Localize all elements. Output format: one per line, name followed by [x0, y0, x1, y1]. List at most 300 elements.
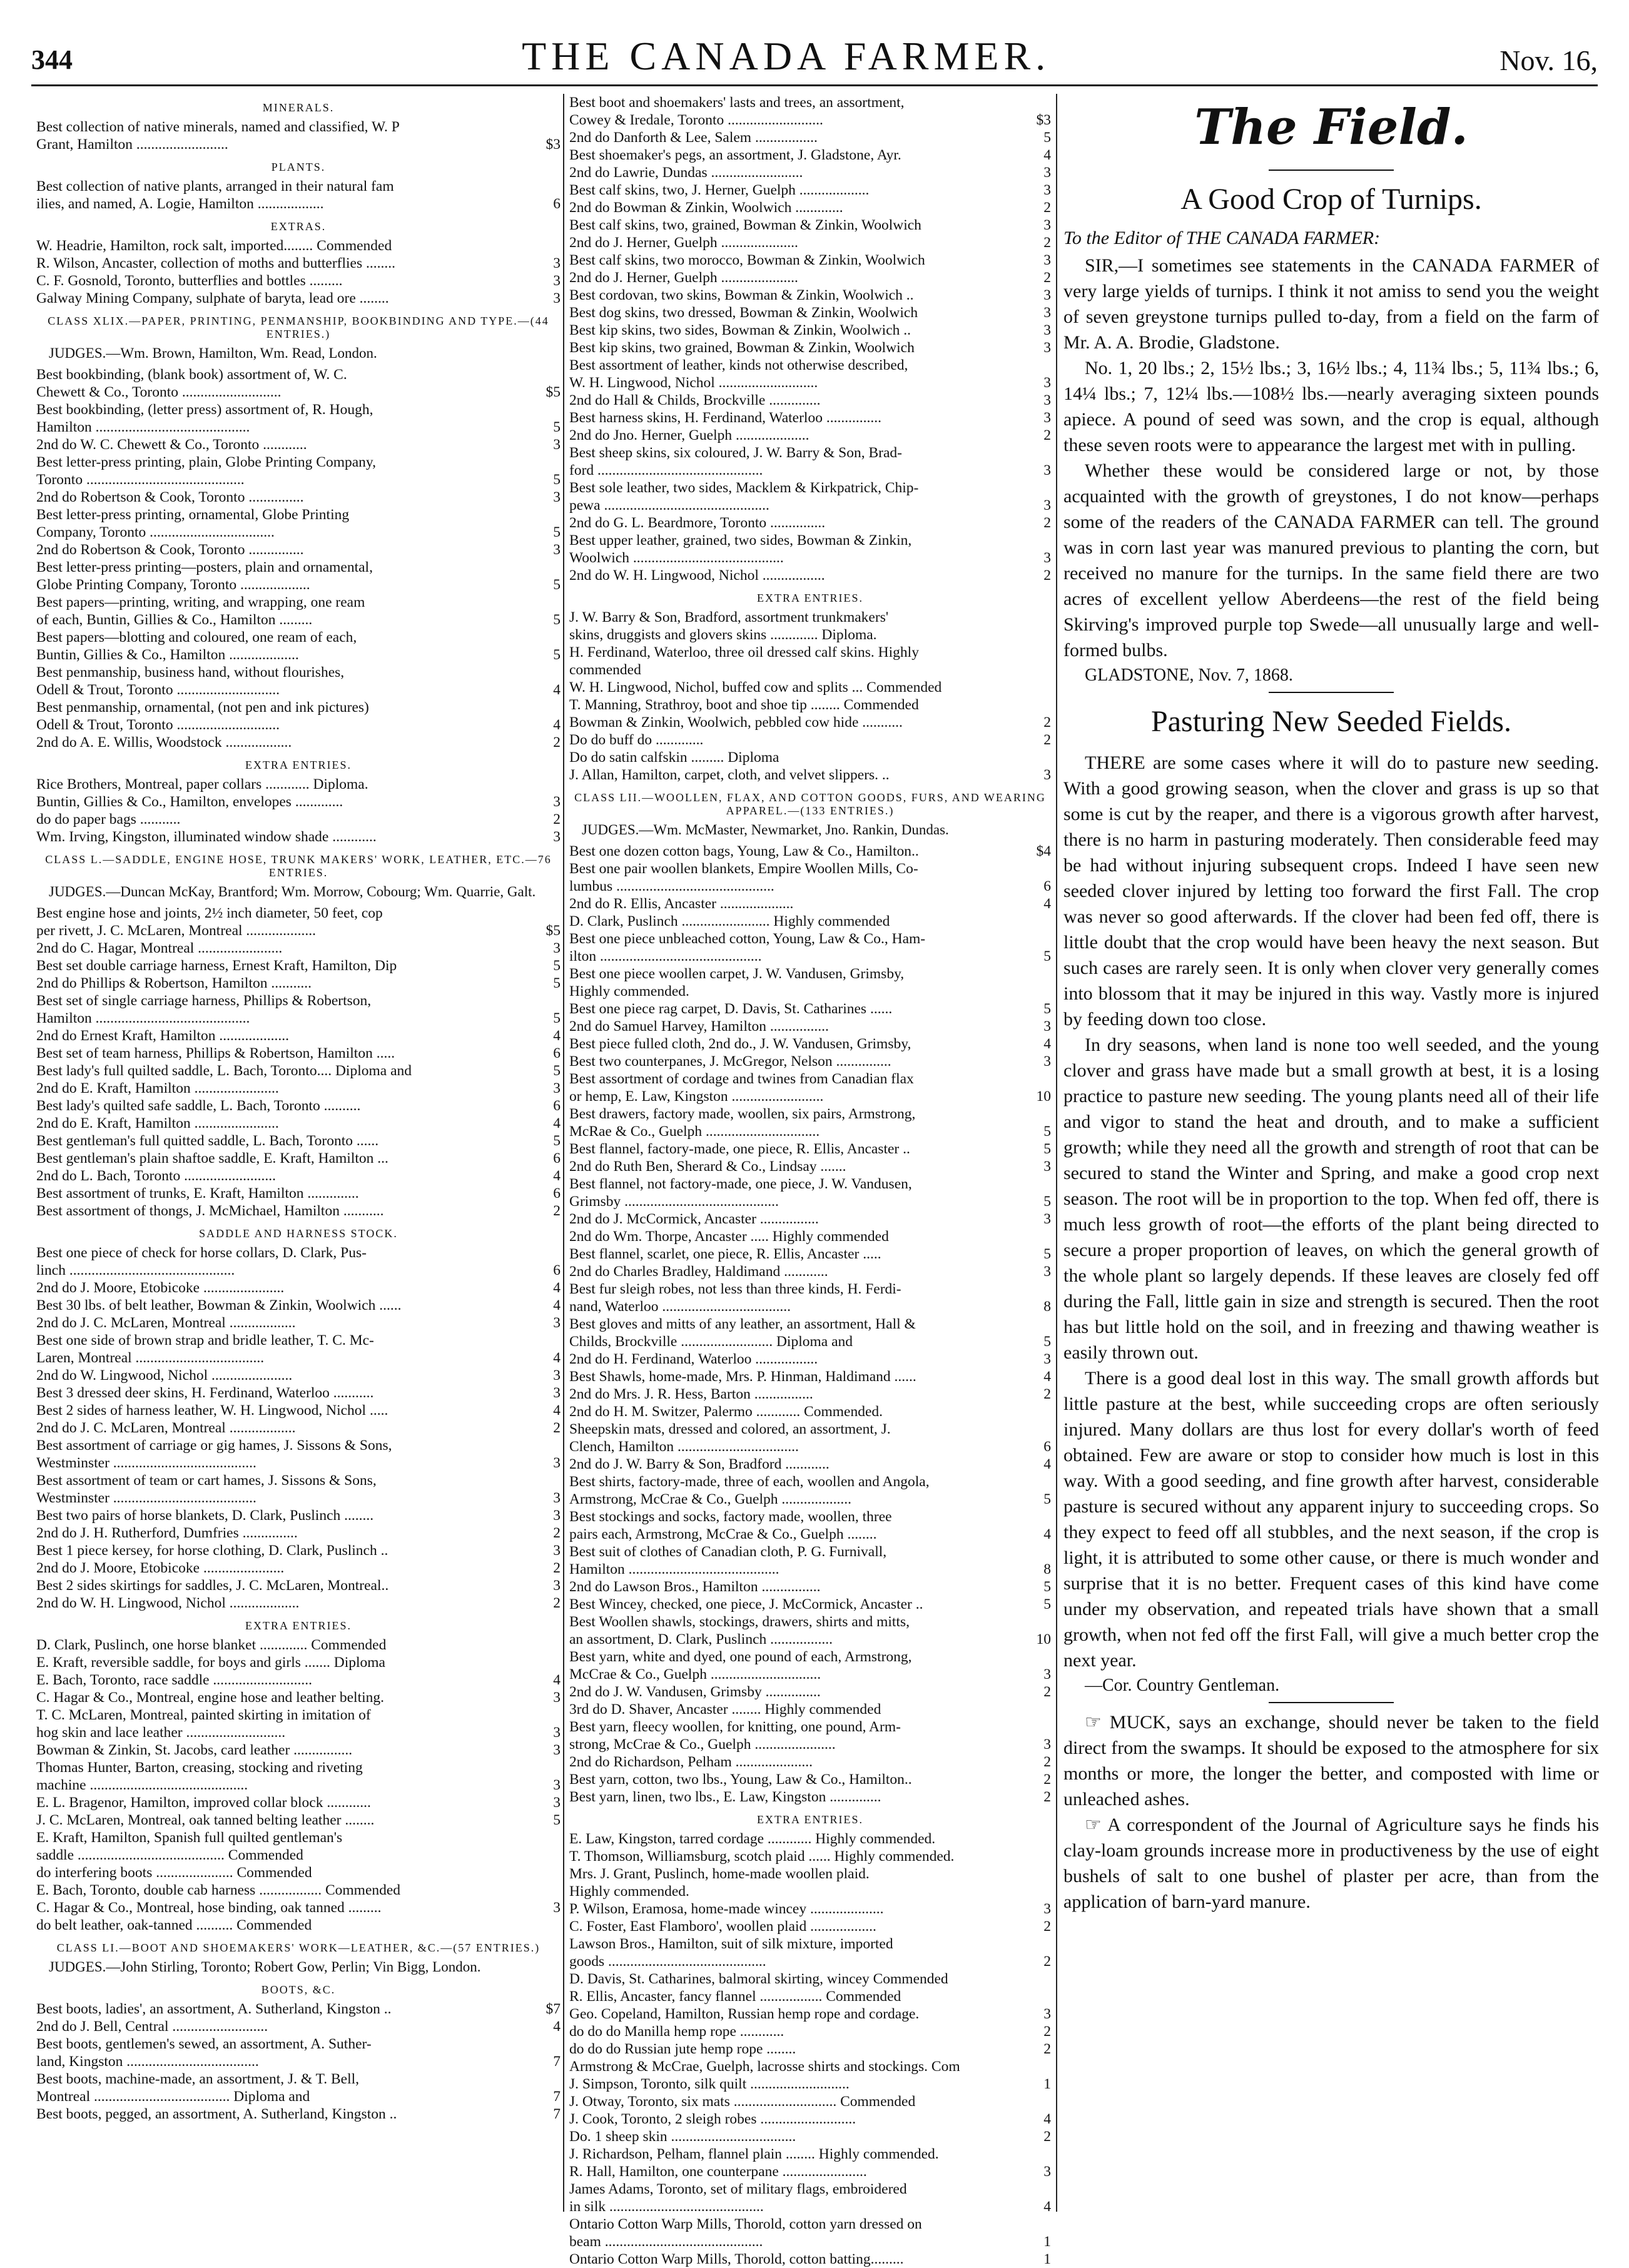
- prize-entry: [36, 453, 561, 471]
- prize-entry: [569, 1035, 1051, 1053]
- prize-amount: 3: [553, 1455, 561, 1471]
- article-paragraph: In dry seasons, when land is none too well seeded, and the young clover and grass have made but a small growth at best, it is a losing practice to pasture new seeding. The young plants need all of their life and vigor to stand the heat and drouth, and to make a sufficient growth; while they need all the growth and strength of root that can be secured to stand the Winter and Spring, and make a good crop next season. The root will be in proportion to the top. When fed off, there is much less growth of root—the efforts of the plant being directed to secure a proper proportion of leaves, on which the general growth of the whole plant so largely depends. If these leaves are closely fed off during the Fall, little gain in size and strength is secured. Then the root has but little hold on the soil, and in freezing and thawing weather is easily thrown out.: [1063, 1035, 1599, 1363]
- prize-amount: 2: [1043, 1789, 1051, 1805]
- prize-amount: 2: [1043, 732, 1051, 748]
- prize-amount: [540, 237, 561, 255]
- entry-text: 2nd do Hall & Childs, Brockville ..............: [569, 392, 821, 408]
- prize-entry: [36, 237, 561, 255]
- prize-entry: [36, 1636, 561, 1654]
- prize-entry: [36, 118, 561, 136]
- entry-text: 2nd do J. Herner, Guelph .....................: [569, 235, 798, 251]
- entry-text: Best 30 lbs. of belt leather, Bowman & Zinkin, Woolwich ......: [36, 1297, 402, 1314]
- entry-text: Best set of single carriage harness, Phillips & Robertson,: [36, 993, 372, 1009]
- entry-text: Best assortment of thongs, J. McMichael, Hamilton ...........: [36, 1203, 384, 1219]
- prize-amount: 2: [1043, 2023, 1051, 2040]
- prize-entry: [569, 392, 1051, 409]
- prize-entry: [569, 94, 1051, 111]
- prize-amount: 5: [1043, 1123, 1051, 1140]
- article-paragraph: There is a good deal lost in this way. The small growth affords but little pasture at the best, while succeeding crops are often seriously injured. Many dollars are thus lost for every dollar's worth of feed obtained. Few are aware or stop to consider how much is lost in this way. With a good seeding, and fine growth after harvest, considerable pasture is secured without any apparent injury to succeeding crops. So they expect to feed off all stubbles, and the next season, if the crop is light, it is attributed to some other cause, or there is much wonder and surprise that it is no better. Frequent cases of this kind have come under my observation, and repeated trials have shown that a small growth, when not fed off the first Fall, will give a much better crop the next year.: [1063, 1368, 1599, 1671]
- entry-text: McRae & Co., Guelph ...............................: [569, 1123, 820, 1140]
- prize-entry: [36, 2053, 561, 2070]
- prize-amount: 3: [1043, 375, 1051, 391]
- section-heading: PLANTS.: [271, 161, 326, 173]
- prize-entry: [569, 146, 1051, 164]
- prize-amount: 4: [553, 1028, 561, 1044]
- entry-text: 2nd do A. E. Willis, Woodstock ..................: [36, 734, 292, 751]
- prize-amount: [1031, 1543, 1051, 1561]
- prize-entry: [569, 766, 1051, 784]
- entry-text: Best 3 dressed deer skins, H. Ferdinand, Waterloo ...........: [36, 1385, 374, 1401]
- entry-text: Best kip skins, two sides, Bowman & Zinkin, Woolwich ..: [569, 322, 911, 338]
- prize-entry: [569, 1900, 1051, 1918]
- entry-text: machine ...........................................: [36, 1777, 248, 1793]
- prize-entry: [569, 913, 1051, 930]
- entry-text: Best collection of native minerals, named and classified, W. P: [36, 119, 400, 135]
- prize-entry: [569, 860, 1051, 878]
- article-salutation: To the Editor of THE CANADA FARMER:: [1063, 228, 1381, 248]
- entry-text: W. H. Lingwood, Nichol ...........................: [569, 375, 818, 391]
- prize-amount: 10: [1036, 1631, 1051, 1648]
- prize-entry: [36, 489, 561, 506]
- prize-entry: [569, 497, 1051, 514]
- prize-amount: 5: [553, 975, 561, 991]
- prize-amount: 5: [1043, 1334, 1051, 1350]
- prize-entry: [569, 930, 1051, 948]
- prize-amount: 3: [1043, 392, 1051, 408]
- prize-amount: 4: [1043, 1526, 1051, 1542]
- prize-amount: 3: [1043, 252, 1051, 268]
- entry-text: Best lady's quilted safe saddle, L. Bach, Toronto ..........: [36, 1098, 361, 1114]
- prize-amount: 3: [1043, 1263, 1051, 1280]
- prize-amount: 3: [553, 542, 561, 558]
- entry-text: 2nd do W. H. Lingwood, Nichol ...................: [36, 1595, 300, 1611]
- prize-entry: [569, 1701, 1051, 1718]
- prize-amount: [540, 1437, 561, 1454]
- prize-entry: [569, 609, 1051, 626]
- prize-amount: 3: [553, 1577, 561, 1594]
- judges-line: JUDGES.—Wm. McMaster, Newmarket, Jno. Rankin, Dundas.: [582, 822, 949, 838]
- prize-amount: [1031, 860, 1051, 878]
- entry-text: Best boot and shoemakers' lasts and trees, an assortment,: [569, 94, 905, 111]
- entry-text: do belt leather, oak-tanned .......... Commended: [36, 1917, 312, 1933]
- prize-entry: [569, 339, 1051, 357]
- entry-text: Best papers—blotting and coloured, one ream of each,: [36, 629, 357, 645]
- prize-amount: 5: [1043, 1579, 1051, 1595]
- prize-amount: 3: [553, 1542, 561, 1559]
- prize-entry: [36, 646, 561, 664]
- entry-text: Best Wincey, checked, one piece, J. McCormick, Ancaster ..: [569, 1596, 923, 1612]
- prize-entry: [569, 1648, 1051, 1666]
- prize-amount: 3: [553, 1367, 561, 1384]
- prize-entry: [36, 1262, 561, 1279]
- prize-amount: 3: [553, 1777, 561, 1793]
- prize-entry: [36, 1202, 561, 1220]
- prize-list-column-2: [569, 94, 1051, 2267]
- prize-entry: [36, 2088, 561, 2105]
- prize-entry: [36, 1689, 561, 1706]
- entry-text: do do do Manilla hemp rope ............: [569, 2023, 784, 2040]
- entry-text: Woolwich .........................................: [569, 550, 784, 566]
- entry-text: Best engine hose and joints, 2½ inch diameter, 50 feet, cop: [36, 905, 383, 921]
- prize-amount: [540, 178, 561, 195]
- entry-text: 2nd do R. Ellis, Ancaster ....................: [569, 896, 794, 912]
- prize-amount: 3: [553, 1795, 561, 1811]
- prize-entry: [569, 2198, 1051, 2215]
- entry-text: 2nd do Robertson & Cook, Toronto ...............: [36, 542, 304, 558]
- entry-text: pewa .............................................: [569, 497, 769, 514]
- prize-entry: [569, 626, 1051, 644]
- entry-text: Best assortment of leather, kinds not otherwise described,: [569, 357, 908, 373]
- entry-text: J. Allan, Hamilton, carpet, cloth, and velvet slippers. ..: [569, 767, 890, 783]
- prize-amount: 3: [1043, 550, 1051, 566]
- entry-text: Best yarn, linen, two lbs., E. Law, Kingston ..............: [569, 1789, 881, 1805]
- entry-text: Best yarn, fleecy woollen, for knitting, one pound, Arm-: [569, 1719, 901, 1735]
- prize-entry: [36, 1794, 561, 1811]
- prize-entry: [36, 681, 561, 699]
- entry-text: T. Thomson, Williamsburg, scotch plaid ...... Highly commended.: [569, 1848, 955, 1865]
- prize-amount: 1: [1043, 2251, 1051, 2267]
- prize-entry: [36, 1724, 561, 1741]
- prize-amount: 3: [1043, 165, 1051, 181]
- prize-amount: 3: [553, 1900, 561, 1916]
- entry-text: C. Hagar & Co., Montreal, engine hose and leather belting.: [36, 1689, 385, 1706]
- prize-entry: [569, 983, 1051, 1000]
- prize-amount: 4: [1043, 147, 1051, 163]
- entry-text: R. Ellis, Ancaster, fancy flannel ................. Commended: [569, 1988, 901, 2005]
- entry-text: Best boots, pegged, an assortment, A. Sutherland, Kingston ..: [36, 2106, 397, 2122]
- prize-entry: [569, 234, 1051, 251]
- prize-entry: [36, 401, 561, 418]
- prize-amount: 5: [553, 1010, 561, 1026]
- prize-entry: [569, 479, 1051, 497]
- article-signature: —Cor. Country Gentleman.: [1085, 1676, 1280, 1695]
- article-title: A Good Crop of Turnips.: [1180, 183, 1482, 216]
- prize-entry: [569, 2233, 1051, 2250]
- prize-amount: $7: [546, 2001, 561, 2017]
- prize-entry: [36, 776, 561, 793]
- prize-entry: [36, 1654, 561, 1671]
- prize-amount: 8: [1043, 1299, 1051, 1315]
- entry-text: or hemp, E. Law, Kingston .........................: [569, 1088, 824, 1105]
- prize-amount: [1031, 1403, 1051, 1420]
- prize-entry: [36, 594, 561, 611]
- section-heading: EXTRA ENTRIES.: [757, 1813, 863, 1826]
- entry-text: 2nd do J. Moore, Etobicoke ......................: [36, 1280, 285, 1296]
- entry-text: Odell & Trout, Toronto ............................: [36, 717, 280, 733]
- prize-entry: [569, 2110, 1051, 2128]
- prize-entry: [36, 2035, 561, 2053]
- prize-entry: [569, 1883, 1051, 1900]
- entry-text: do do paper bags ...........: [36, 811, 181, 828]
- prize-entry: [569, 2128, 1051, 2145]
- prize-amount: 3: [553, 1385, 561, 1401]
- prize-amount: [1031, 2145, 1051, 2163]
- prize-amount: 3: [1043, 1053, 1051, 1070]
- entry-text: Best piece fulled cloth, 2nd do., J. W. Vandusen, Grimsby,: [569, 1036, 911, 1052]
- prize-amount: 3: [553, 940, 561, 956]
- entry-text: Hamilton .........................................: [569, 1561, 779, 1577]
- prize-amount: [1031, 94, 1051, 111]
- prize-entry: [569, 444, 1051, 462]
- prize-amount: [540, 1654, 561, 1671]
- section-banner: The Field.: [1194, 99, 1468, 156]
- entry-text: Best shoemaker's pegs, an assortment, J. Gladstone, Ayr.: [569, 147, 901, 163]
- prize-entry: [569, 1508, 1051, 1526]
- article-title: Pasturing New Seeded Fields.: [1151, 705, 1511, 738]
- entry-text: an assortment, D. Clark, Puslinch .................: [569, 1631, 833, 1648]
- prize-entry: [569, 661, 1051, 679]
- entry-text: Armstrong, McCrae & Co., Guelph ...................: [569, 1491, 852, 1507]
- prize-entry: [36, 1864, 561, 1881]
- entry-text: J. Otway, Toronto, six mats ............................ Commended: [569, 2093, 916, 2110]
- prize-amount: [540, 904, 561, 922]
- entry-text: Best flannel, not factory-made, one piece, J. W. Vandusen,: [569, 1176, 912, 1192]
- prize-entry: [569, 1666, 1051, 1683]
- prize-amount: 5: [553, 1133, 561, 1149]
- prize-amount: 7: [553, 2053, 561, 2070]
- prize-entry: [569, 1070, 1051, 1088]
- entry-text: Rice Brothers, Montreal, paper collars ............ Diploma.: [36, 776, 368, 792]
- prize-amount: [1031, 1228, 1051, 1245]
- entry-text: nand, Waterloo ...................................: [569, 1299, 791, 1315]
- prize-entry: [569, 1333, 1051, 1350]
- prize-amount: 7: [553, 2088, 561, 2105]
- entry-text: Westminster .......................................: [36, 1455, 256, 1471]
- prize-entry: [569, 1753, 1051, 1771]
- prize-entry: [36, 255, 561, 272]
- prize-amount: [540, 1472, 561, 1489]
- prize-amount: 4: [1043, 1369, 1051, 1385]
- entry-text: Laren, Montreal ...................................: [36, 1350, 265, 1366]
- prize-entry: [569, 2075, 1051, 2093]
- prize-entry: [569, 1175, 1051, 1193]
- prize-amount: 2: [1043, 2041, 1051, 2057]
- prize-amount: [540, 366, 561, 383]
- prize-amount: 5: [553, 1063, 561, 1079]
- prize-entry: [36, 793, 561, 811]
- prize-amount: 10: [1036, 1088, 1051, 1105]
- prize-entry: [569, 181, 1051, 199]
- section-heading: CLASS LI.—BOOT AND SHOEMAKERS' WORK—LEATHER, &C.—(57 ENTRIES.): [56, 1941, 540, 1954]
- entry-text: Westminster .......................................: [36, 1490, 256, 1506]
- entry-text: Best lady's full quilted saddle, L. Bach, Toronto.... Diploma and: [36, 1063, 412, 1079]
- prize-amount: [1031, 1508, 1051, 1526]
- section-heading: CLASS L.—SADDLE, ENGINE HOSE, TRUNK MAKERS' WORK, LEATHER, ETC.—76 ENTRIES.: [45, 853, 552, 879]
- entry-text: per rivett, J. C. McLaren, Montreal ...................: [36, 923, 317, 939]
- entry-text: 2nd do Wm. Thorpe, Ancaster ..... Highly commended: [569, 1228, 889, 1245]
- entry-text: Best gentleman's plain shaftoe saddle, E. Kraft, Hamilton ...: [36, 1150, 388, 1167]
- prize-amount: 2: [553, 1560, 561, 1576]
- prize-amount: 4: [553, 1297, 561, 1314]
- prize-amount: 4: [1043, 1036, 1051, 1052]
- prize-entry: [569, 2005, 1051, 2023]
- entry-text: 2nd do Richardson, Pelham .....................: [569, 1754, 813, 1770]
- prize-entry: [36, 1776, 561, 1794]
- prize-entry: [36, 734, 561, 751]
- prize-amount: 3: [1043, 182, 1051, 198]
- divider: [1269, 1702, 1394, 1703]
- entry-text: 2nd do J. W. Vandusen, Grimsby ...............: [569, 1684, 821, 1700]
- prize-amount: [1031, 1865, 1051, 1883]
- prize-amount: 3: [1043, 287, 1051, 303]
- entry-text: 2nd do L. Bach, Toronto .........................: [36, 1168, 277, 1184]
- prize-entry: [569, 2250, 1051, 2268]
- prize-amount: $5: [546, 923, 561, 939]
- judges-line: JUDGES.—Wm. Brown, Hamilton, Wm. Read, London.: [49, 345, 377, 361]
- entry-text: 2nd do C. Hagar, Montreal .......................: [36, 940, 283, 956]
- entry-text: Thomas Hunter, Barton, creasing, stocking and riveting: [36, 1759, 363, 1776]
- entry-text: J. W. Barry & Son, Bradford, assortment trunkmakers': [569, 609, 889, 625]
- prize-entry: [36, 1150, 561, 1167]
- prize-entry: [36, 1045, 561, 1062]
- entry-text: Best suit of clothes of Canadian cloth, P. G. Furnivall,: [569, 1544, 887, 1560]
- prize-entry: [36, 664, 561, 681]
- prize-amount: 3: [553, 1742, 561, 1758]
- entry-text: Hamilton ..........................................: [36, 419, 250, 435]
- prize-entry: [569, 1105, 1051, 1123]
- entry-text: Best boots, ladies', an assortment, A. Sutherland, Kingston ..: [36, 2001, 392, 2017]
- entry-text: D. Clark, Puslinch ........................ Highly commended: [569, 913, 890, 929]
- entry-text: J. Richardson, Pelham, flannel plain ........ Highly commended.: [569, 2146, 939, 2162]
- prize-amount: [1031, 965, 1051, 983]
- prize-entry: [36, 418, 561, 436]
- prize-amount: [1031, 1105, 1051, 1123]
- entry-text: C. F. Gosnold, Toronto, butterflies and bottles .........: [36, 273, 343, 289]
- prize-entry: [36, 2000, 561, 2018]
- entry-text: 3rd do D. Shaver, Ancaster ........ Highly commended: [569, 1701, 881, 1718]
- entry-text: Best one piece woollen carpet, J. W. Vandusen, Grimsby,: [569, 966, 905, 982]
- entry-text: Best flannel, factory-made, one piece, R. Ellis, Ancaster ..: [569, 1141, 910, 1157]
- prize-entry: [569, 2215, 1051, 2233]
- prize-amount: $3: [546, 136, 561, 153]
- prize-amount: 3: [553, 290, 561, 306]
- prize-entry: [569, 1683, 1051, 1701]
- prize-entry: [569, 286, 1051, 304]
- prize-amount: [540, 2035, 561, 2053]
- entry-text: E. Bach, Toronto, double cab harness ................. Commended: [36, 1882, 401, 1898]
- entry-text: Best boots, gentlemen's sewed, an assortment, A. Suther-: [36, 2036, 372, 2052]
- prize-entry: [569, 1543, 1051, 1561]
- prize-amount: [540, 1332, 561, 1349]
- prize-amount: 3: [1043, 305, 1051, 321]
- prize-amount: 6: [1043, 878, 1051, 894]
- prize-amount: [1031, 644, 1051, 661]
- prize-entry: [36, 1472, 561, 1489]
- entry-text: E. Law, Kingston, tarred cordage ............ Highly commended.: [569, 1831, 936, 1847]
- prize-entry: [36, 1507, 561, 1524]
- entry-text: of each, Buntin, Gillies & Co., Hamilton .........: [36, 612, 313, 628]
- entry-text: Best set double carriage harness, Ernest Kraft, Hamilton, Dip: [36, 958, 397, 974]
- prize-amount: [540, 992, 561, 1010]
- entry-text: Best penmanship, ornamental, (not pen and ink pictures): [36, 699, 369, 716]
- prize-amount: [1031, 1970, 1051, 1988]
- prize-amount: 5: [1043, 948, 1051, 964]
- prize-amount: 4: [553, 1168, 561, 1184]
- prize-amount: 6: [1043, 1439, 1051, 1455]
- entry-text: Best Shawls, home-made, Mrs. P. Hinman, Haldimand ......: [569, 1369, 916, 1385]
- prize-amount: 3: [1043, 410, 1051, 426]
- prize-amount: 3: [553, 1315, 561, 1331]
- entry-text: 2nd do J. C. McLaren, Montreal ..................: [36, 1420, 296, 1436]
- entry-text: 2nd do J. Bell, Central ..........................: [36, 2018, 268, 2035]
- prize-entry: [36, 1027, 561, 1045]
- prize-amount: 2: [553, 734, 561, 751]
- entry-text: linch .............................................: [36, 1262, 235, 1278]
- entry-text: E. L. Bragenor, Hamilton, improved collar block ............: [36, 1795, 371, 1811]
- prize-entry: [36, 1846, 561, 1864]
- prize-entry: [569, 2180, 1051, 2198]
- prize-amount: [540, 453, 561, 471]
- entry-text: ilton ............................................: [569, 948, 762, 964]
- prize-entry: [36, 904, 561, 922]
- prize-entry: [569, 1420, 1051, 1438]
- entry-text: Best two pairs of horse blankets, D. Clark, Puslinch ........: [36, 1507, 374, 1524]
- prize-entry: [569, 1918, 1051, 1935]
- prize-entry: [569, 2040, 1051, 2058]
- prize-entry: [569, 2058, 1051, 2075]
- entry-text: goods ...........................................: [569, 1953, 766, 1970]
- prize-entry: [569, 2145, 1051, 2163]
- prize-entry: [36, 1524, 561, 1542]
- entry-text: Do do satin calfskin ......... Diploma: [569, 749, 779, 766]
- entry-text: lumbus ...........................................: [569, 878, 774, 894]
- entry-text: 2nd do E. Kraft, Hamilton .......................: [36, 1115, 279, 1131]
- prize-entry: [36, 576, 561, 594]
- prize-amount: [1031, 1613, 1051, 1631]
- entry-text: Company, Toronto ..................................: [36, 524, 275, 540]
- entry-text: Grant, Hamilton .........................: [36, 136, 228, 153]
- prize-entry: [569, 1350, 1051, 1368]
- entry-text: Geo. Copeland, Hamilton, Russian hemp rope and cordage.: [569, 2006, 920, 2022]
- entry-text: hog skin and lace leather ...........................: [36, 1724, 286, 1741]
- entry-text: ford .............................................: [569, 462, 763, 478]
- prize-amount: [540, 1759, 561, 1776]
- prize-entry: [569, 1718, 1051, 1736]
- entry-text: Bowman & Zinkin, Woolwich, pebbled cow hide ...........: [569, 714, 903, 731]
- prize-entry: [569, 1988, 1051, 2005]
- entry-text: Best Woollen shawls, stockings, drawers, shirts and mitts,: [569, 1614, 910, 1630]
- prize-entry: [36, 1384, 561, 1402]
- entry-text: W. Headrie, Hamilton, rock salt, imported........ Commended: [36, 238, 392, 254]
- entry-text: Grimsby ..........................................: [569, 1193, 779, 1210]
- prize-amount: 3: [1043, 340, 1051, 356]
- entry-text: Buntin, Gillies & Co., Hamilton, envelopes .............: [36, 794, 343, 810]
- prize-amount: 5: [1043, 1193, 1051, 1210]
- prize-amount: 6: [553, 1150, 561, 1167]
- prize-entry: [569, 1298, 1051, 1315]
- prize-amount: 3: [1043, 322, 1051, 338]
- prize-amount: [540, 629, 561, 646]
- prize-entry: [36, 1899, 561, 1916]
- prize-amount: 3: [1043, 497, 1051, 514]
- prize-entry: [36, 471, 561, 489]
- prize-entry: [36, 1244, 561, 1262]
- prize-amount: 4: [553, 717, 561, 733]
- prize-amount: 3: [553, 273, 561, 289]
- prize-entry: [569, 1123, 1051, 1140]
- prize-entry: [569, 1403, 1051, 1420]
- prize-entry: [569, 304, 1051, 321]
- prize-entry: [36, 1097, 561, 1115]
- prize-amount: [1031, 930, 1051, 948]
- prize-entry: [36, 939, 561, 957]
- prize-entry: [569, 1631, 1051, 1648]
- prize-amount: 5: [553, 419, 561, 435]
- prize-entry: [569, 1830, 1051, 1848]
- prize-entry: [36, 992, 561, 1010]
- prize-amount: 3: [553, 489, 561, 505]
- entry-text: Best sheep skins, six coloured, J. W. Barry & Son, Brad-: [569, 445, 902, 461]
